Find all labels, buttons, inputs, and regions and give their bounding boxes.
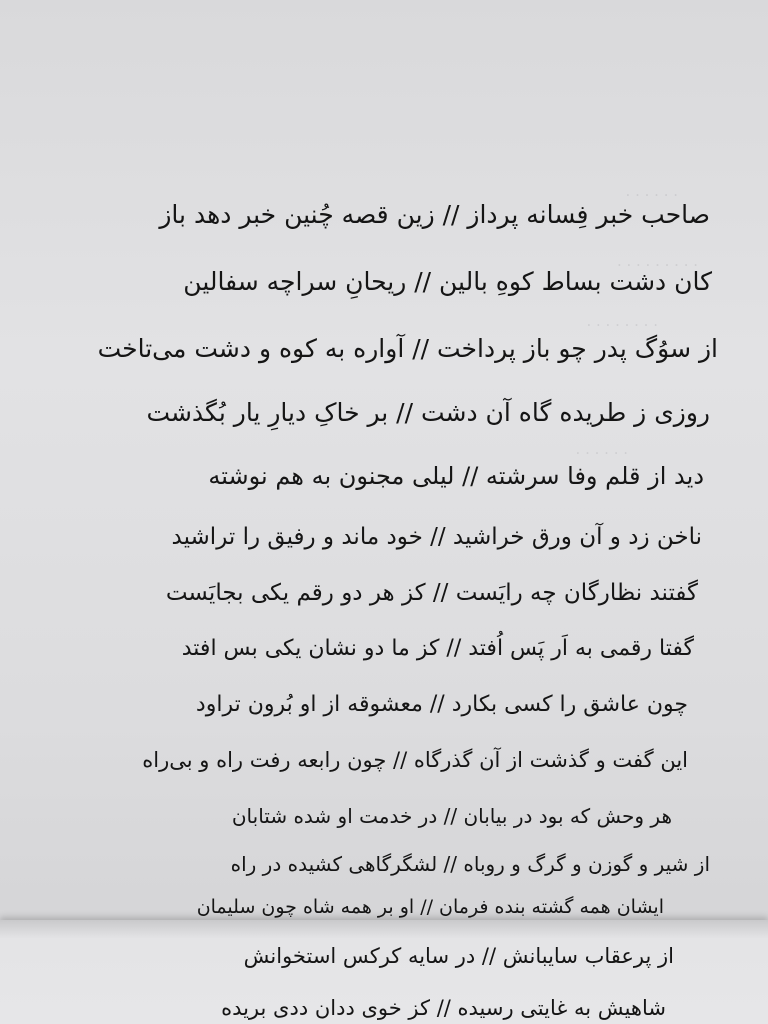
- poem-line: این گفت و گذشت از آن گذرگاه // چون رابعه رفت راه و بی‌راه: [142, 748, 688, 772]
- poem-line: هر وحش که بود در بیابان // در خدمت او شده شتابان: [231, 804, 672, 828]
- poem-line: از شیر و گوزن و گرگ و روباه // لشگرگاهی کشیده در راه: [230, 852, 710, 876]
- poem-line: گفتا رقمی به اَر پَس اُفتد // کز ما دو نشان یکی بس افتد: [181, 636, 694, 661]
- poem-line: دید از قلم وفا سرشته // لیلی مجنون به هم نوشته: [208, 462, 704, 490]
- show-through-text: . . . . . . . . .: [616, 252, 698, 270]
- poem-line: کان دشت بساط کوهِ بالین // ریحانِ سراچه سفالین: [183, 267, 712, 296]
- poem-line: از سوُگ پدر چو باز پرداخت // آواره به کوه و دشت می‌تاخت: [97, 334, 718, 363]
- poem-line: صاحب خبر فِسانه پرداز // زین قصه چُنین خبر دهد باز: [159, 200, 710, 229]
- poem-line: شاهیش به غایتی رسیده // کز خوی ددان ددی بریده: [221, 996, 666, 1020]
- poem-line: چون عاشق را کسی بکارد // معشوقه از او بُرون تراود: [195, 692, 688, 717]
- show-through-text: . . . . . .: [575, 440, 628, 458]
- poem-line: گفتند نظارگان چه رایَست // کز هر دو رقم یکی بجایَست: [165, 580, 698, 606]
- show-through-text: . . . . . .: [625, 182, 678, 200]
- poem-line: ایشان همه گشته بنده فرمان // او بر همه شاه چون سلیمان: [196, 896, 664, 918]
- show-through-text: . . . . . . . .: [586, 312, 658, 330]
- poem-line: روزی ز طریده گاه آن دشت // بر خاکِ دیارِ یار بُگذشت: [146, 398, 710, 427]
- poem-line: ناخن زد و آن ورق خراشید // خود ماند و رفیق را تراشید: [171, 524, 702, 550]
- poem-line: از پرعقاب سایبانش // در سایه کرکس استخوانش: [243, 944, 674, 968]
